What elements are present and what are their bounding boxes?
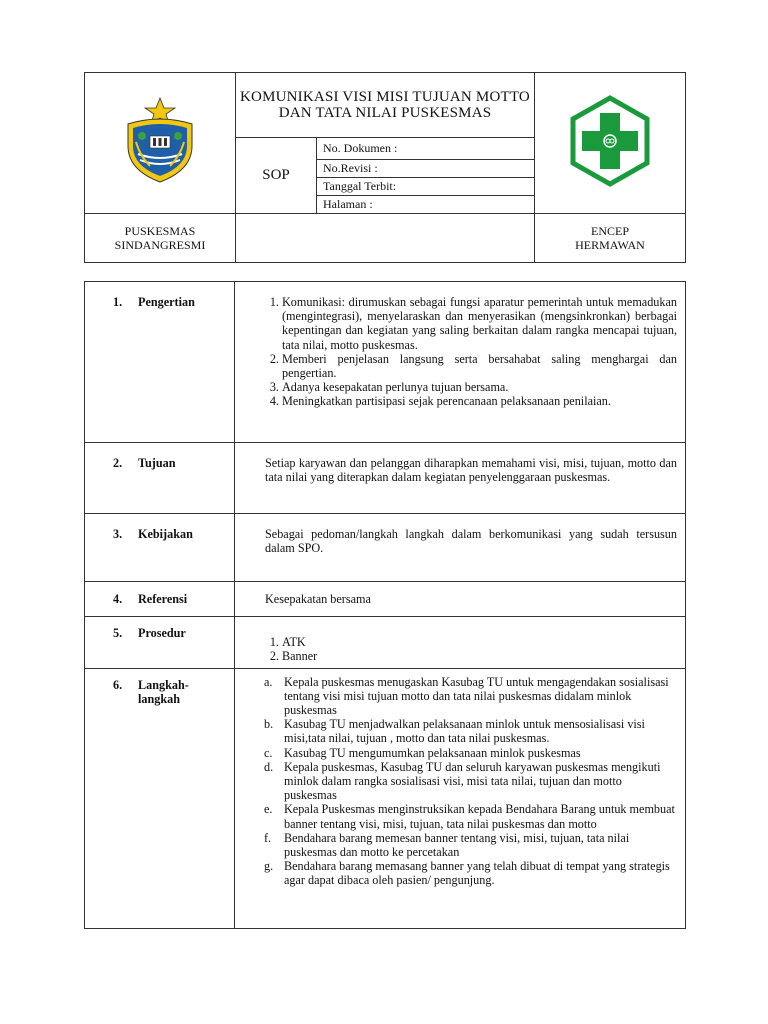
- step-text: Bendahara barang memesan banner tentang visi, misi, tujuan, tata nilai puskesmas dan motto ke percetakan: [284, 830, 630, 860]
- step-text: Kepala Puskesmas menginstruksikan kepada Bendahara Barang untuk membuat banner tentang visi, misi, tujuan, tata nilai puskesmas dan motto: [284, 802, 675, 831]
- organization-name: [85, 214, 236, 263]
- list-item: [264, 675, 677, 718]
- section-label: [85, 282, 235, 443]
- section-row-kebijakan: [85, 514, 686, 582]
- section-title: Prosedur: [138, 626, 186, 641]
- section-row-pengertian: [85, 282, 686, 443]
- regency-emblem-icon: [120, 96, 200, 186]
- step-marker: d.: [264, 759, 274, 774]
- document-header: [84, 72, 686, 263]
- step-text: Kepala puskesmas, Kasubag TU dan seluruh karyawan puskesmas mengikuti minlok dalam rangka sosialisasi visi, misi tata nilai, tujuan dan motto puskesmas: [284, 759, 661, 803]
- meta-page: Halaman :: [317, 196, 535, 214]
- section-text: Setiap karyawan dan pelanggan diharapkan memahami visi, misi, tujuan, motto dan tata nilai yang diterapkan dalam kegiatan penyelenggaraan puskesmas.: [265, 456, 677, 485]
- section-content: [235, 668, 686, 928]
- section-label: [85, 582, 235, 617]
- step-marker: c.: [264, 745, 273, 760]
- document-title: KOMUNIKASI VISI MISI TUJUAN MOTTO DAN TATA NILAI PUSKESMAS: [236, 73, 535, 138]
- section-content: [235, 582, 686, 617]
- step-marker: g.: [264, 859, 274, 874]
- list-item: 2. Memberi penjelasan langsung serta bersahabat saling menghargai dan pengertian.: [282, 352, 677, 380]
- section-row-tujuan: [85, 443, 686, 514]
- sop-content-table: [84, 281, 686, 929]
- section-title: [138, 678, 189, 706]
- list-item: [264, 717, 677, 745]
- puskesmas-logo-cell: [535, 73, 686, 214]
- meta-document-number: No. Dokumen :: [317, 138, 535, 160]
- section-number: 1.: [113, 295, 123, 309]
- list-item: 1. ATK: [282, 635, 677, 649]
- section-number: 6.: [113, 677, 123, 692]
- section-title: Kebijakan: [138, 527, 193, 541]
- step-marker: b.: [264, 717, 274, 732]
- section-content: [235, 514, 686, 582]
- steps-list: [264, 675, 677, 888]
- section-number: 3.: [113, 527, 123, 541]
- official-name: [535, 214, 686, 263]
- section-label: [85, 514, 235, 582]
- list-item: [264, 859, 677, 887]
- step-marker: f.: [264, 830, 272, 845]
- step-text: Bendahara barang memasang banner yang telah dibuat di tempat yang strategis agar dapat dibaca oleh pasien/ pengunjung.: [284, 859, 670, 888]
- official-name-text: ENCEP HERMAWAN: [575, 224, 645, 252]
- section-title: Tujuan: [138, 456, 176, 470]
- sop-label: SOP: [236, 138, 317, 214]
- list-item: [264, 746, 677, 760]
- procedure-list: [265, 635, 677, 663]
- list-item: [264, 802, 677, 830]
- section-number: 5.: [113, 626, 123, 641]
- section-number: 2.: [113, 456, 123, 470]
- list-item: [264, 831, 677, 859]
- section-content: [235, 282, 686, 443]
- puskesmas-logo-icon: [564, 95, 656, 187]
- section-text: Kesepakatan bersama: [265, 592, 371, 606]
- step-text: Kasubag TU menjadwalkan pelaksanaan minlok untuk mensosialisasi visi misi,tata nilai, tujuan , motto dan tata nilai puskesmas.: [284, 717, 645, 746]
- meta-revision: No.Revisi :: [317, 160, 535, 178]
- section-content: [235, 617, 686, 668]
- organization-name-text: PUSKESMAS SINDANGRESMI: [114, 224, 206, 252]
- section-label: [85, 443, 235, 514]
- list-item: 3. Adanya kesepakatan perlunya tujuan bersama.: [282, 380, 677, 394]
- section-title-line: Langkah-: [138, 677, 189, 692]
- step-text: Kasubag TU mengumumkan pelaksanaan minlok puskesmas: [284, 745, 581, 760]
- section-row-referensi: [85, 582, 686, 617]
- meta-publish-date: Tanggal Terbit:: [317, 178, 535, 196]
- step-marker: e.: [264, 802, 273, 817]
- list-item: 1. Komunikasi: dirumuskan sebagai fungsi aparatur pemerintah untuk memadukan (mengintegrasi), menyelaraskan dan menyerasikan (mengsinkronkan) berbagai kepentingan dan kegiatan yang saling berkaitan dalam rangka mencapai tujuan, tata nilai, motto puskesmas.: [282, 295, 677, 352]
- step-marker: a.: [264, 674, 273, 689]
- section-title: Pengertian: [138, 295, 195, 309]
- section-row-prosedur: [85, 617, 686, 668]
- section-title-line: langkah: [138, 691, 181, 706]
- list-item: [264, 760, 677, 803]
- section-label: [85, 617, 235, 668]
- section-title: Referensi: [138, 592, 188, 606]
- section-content: [235, 443, 686, 514]
- definition-list: [265, 295, 677, 409]
- signature-area: [236, 214, 535, 263]
- section-text: Sebagai pedoman/langkah langkah dalam berkomunikasi yang sudah tersusun dalam SPO.: [265, 527, 677, 556]
- step-text: Kepala puskesmas menugaskan Kasubag TU untuk mengagendakan sosialisasi tentang visi misi tujuan motto dan tata nilai puskesmas didalam minlok puskesmas: [284, 674, 669, 718]
- section-label: [85, 668, 235, 928]
- section-row-langkah: [85, 668, 686, 928]
- list-item: 4. Meningkatkan partisipasi sejak perencanaan pelaksanaan penilaian.: [282, 394, 677, 408]
- section-number: 4.: [113, 592, 123, 606]
- regency-emblem-cell: [85, 73, 236, 214]
- list-item: 2. Banner: [282, 649, 677, 663]
